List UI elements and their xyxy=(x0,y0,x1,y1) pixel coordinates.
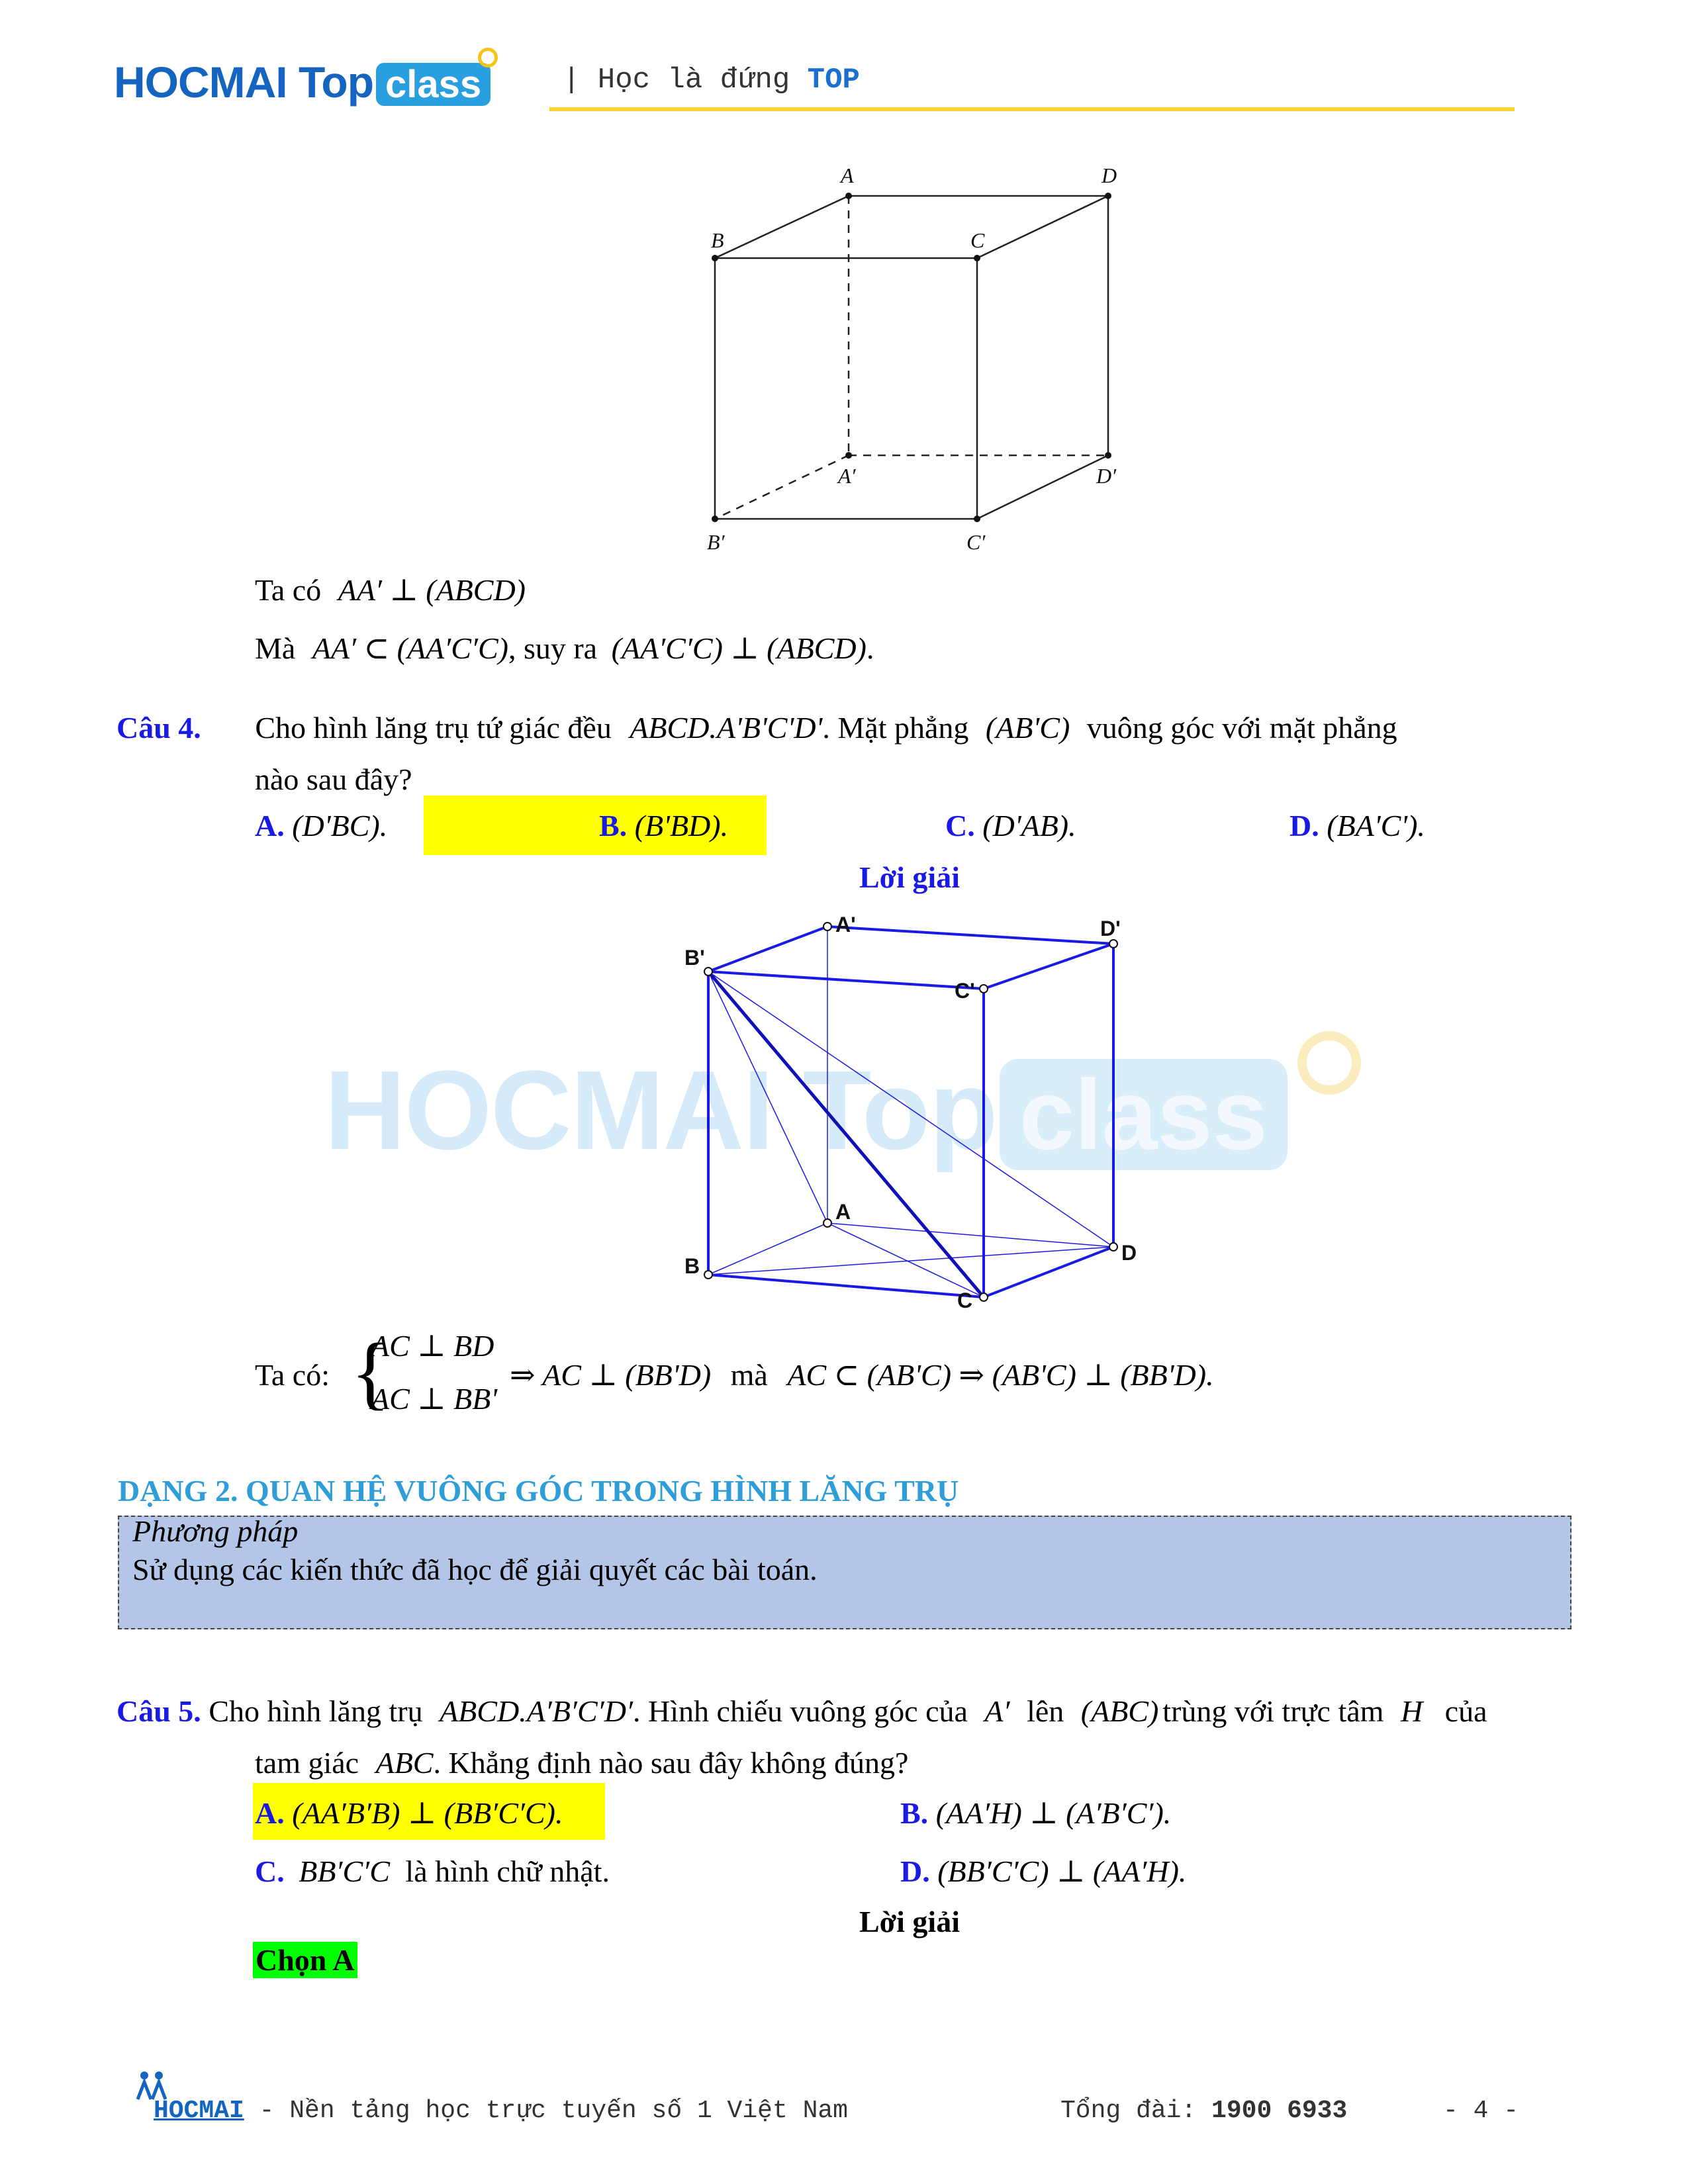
q5-option-b[interactable] xyxy=(900,1795,1171,1831)
logo-class-badge: class xyxy=(376,63,491,106)
math: A′ xyxy=(984,1694,1010,1728)
text: Ta có xyxy=(255,573,322,607)
q4-line1 xyxy=(117,709,1397,746)
option-letter: B. xyxy=(599,809,628,842)
text: mà xyxy=(730,1358,768,1392)
q5-line1 xyxy=(117,1693,1487,1729)
option-value: BB′C′C xyxy=(299,1854,390,1888)
math: AA′ ⊂ (AA′C′C) xyxy=(312,631,508,665)
text: tam giác xyxy=(255,1746,359,1780)
system-brace: { xyxy=(351,1327,391,1418)
system-line1: AC ⊥ BD xyxy=(371,1329,494,1363)
label-a: A xyxy=(841,163,854,187)
q4-solution-title: Lời giải xyxy=(859,860,960,894)
footer xyxy=(154,2097,848,2125)
cube-figure xyxy=(682,159,1145,563)
option-value: (AA′H) ⊥ (A′B′C′). xyxy=(935,1796,1172,1830)
q4-option-b[interactable] xyxy=(599,807,728,844)
text: Cho hình lăng trụ tứ giác đều xyxy=(255,711,612,745)
math: ABCD.A′B′C′D′ xyxy=(440,1694,633,1728)
logo: HOCMAI Top xyxy=(114,58,374,107)
text: trùng với trực tâm xyxy=(1162,1694,1384,1728)
q4-option-d[interactable] xyxy=(1289,807,1425,844)
label-c: C xyxy=(957,1289,973,1312)
math: ⇒ AC ⊥ (BB'D) xyxy=(510,1358,712,1392)
header-tagline xyxy=(563,64,860,97)
method-title: Phương pháp xyxy=(132,1514,299,1548)
q5-line2 xyxy=(255,1745,908,1781)
label-b: B xyxy=(684,1254,700,1278)
header-rule xyxy=(549,107,1515,111)
solution4-implication xyxy=(510,1357,1214,1393)
watermark-sun-icon xyxy=(1297,1031,1361,1095)
system-line2: AC ⊥ BB' xyxy=(371,1382,498,1416)
option-value: (AA′B′B) ⊥ (BB′C′C). xyxy=(292,1796,563,1830)
footer-brand[interactable]: HOCMAI xyxy=(154,2097,244,2125)
text: Mà xyxy=(255,631,296,665)
math: ABCD.A'B'C'D' xyxy=(630,711,823,745)
section-title: DẠNG 2. QUAN HỆ VUÔNG GÓC TRONG HÌNH LĂNG TRỤ xyxy=(118,1474,959,1508)
text: Cho hình lăng trụ xyxy=(209,1694,423,1728)
edge-ba xyxy=(715,196,849,258)
watermark-class: class xyxy=(1000,1059,1288,1170)
footer-hotline xyxy=(1060,2097,1347,2125)
option-value: (D'AB). xyxy=(982,809,1076,842)
option-letter: D. xyxy=(900,1854,930,1888)
watermark-text: HOCMAI Top xyxy=(324,1048,997,1173)
method-text: Sử dụng các kiến thức đã học để giải quyết các bài toán. xyxy=(132,1553,818,1586)
hotline-label: Tổng đài: xyxy=(1060,2097,1197,2125)
option-letter: B. xyxy=(900,1796,929,1830)
label-c-prime: C' xyxy=(955,979,975,1003)
text: của xyxy=(1444,1694,1487,1728)
question-label: Câu 5. xyxy=(117,1694,201,1728)
text: . Mặt phẳng xyxy=(822,711,969,745)
label-c-prime: C′ xyxy=(966,530,986,554)
label-a-prime: A′ xyxy=(838,464,856,488)
option-letter: A. xyxy=(255,1796,285,1830)
tagline-text: | Học là đứng xyxy=(563,64,790,97)
label-a: A xyxy=(835,1200,851,1224)
text: lên xyxy=(1027,1694,1064,1728)
label-c: C xyxy=(970,228,985,252)
text: , suy ra xyxy=(508,631,598,665)
solution3-line2 xyxy=(255,630,874,666)
label-a-prime: A' xyxy=(835,913,856,936)
option-suffix: là hình chữ nhật. xyxy=(405,1854,610,1888)
math: AA′ ⊥ (ABCD) xyxy=(338,573,526,607)
math: H xyxy=(1400,1694,1423,1728)
edge-cd-prime xyxy=(977,455,1108,519)
question-label: Câu 4. xyxy=(117,711,201,745)
hotline-number: 1900 6933 xyxy=(1211,2097,1348,2125)
label-d: D xyxy=(1102,163,1117,187)
edge-ab-hidden xyxy=(715,455,849,519)
solution3-line1 xyxy=(255,572,526,608)
q5-answer: Chọn A xyxy=(253,1942,357,1978)
option-value: (B'BD). xyxy=(634,809,729,842)
tagline-top: TOP xyxy=(807,64,860,97)
label-d-prime: D' xyxy=(1100,917,1121,940)
solution4-prefix: Ta có: xyxy=(255,1358,330,1392)
sun-icon xyxy=(478,48,498,68)
q4-option-c[interactable] xyxy=(945,807,1076,844)
math: ABC xyxy=(375,1746,434,1780)
text: vuông góc với mặt phẳng xyxy=(1086,711,1397,745)
option-value: (BA'C'). xyxy=(1327,809,1425,842)
q5-option-d[interactable] xyxy=(900,1853,1186,1889)
option-letter: C. xyxy=(945,809,975,842)
label-b-prime: B' xyxy=(684,946,705,970)
text: nào sau đây? xyxy=(255,762,412,796)
text: . xyxy=(866,631,874,665)
q5-solution-title: Lời giải xyxy=(859,1905,960,1938)
label-b-prime: B′ xyxy=(707,530,725,554)
q4-line2 xyxy=(255,761,412,797)
label-d: D xyxy=(1121,1241,1137,1265)
header xyxy=(114,57,491,107)
option-letter: D. xyxy=(1289,809,1319,842)
math: (ABC) xyxy=(1080,1694,1159,1728)
text: . Hình chiếu vuông góc của xyxy=(633,1694,968,1728)
math: AC ⊂ (AB'C) ⇒ (AB'C) ⊥ (BB'D). xyxy=(787,1358,1214,1392)
q5-option-a[interactable] xyxy=(255,1795,563,1831)
label-d-prime: D′ xyxy=(1096,464,1117,488)
option-letter: C. xyxy=(255,1854,285,1888)
footer-text: - Nền tảng học trực tuyến số 1 Việt Nam xyxy=(259,2097,848,2125)
edge-dc xyxy=(977,196,1108,258)
q5-option-c[interactable] xyxy=(255,1853,610,1889)
option-value: (BB′C′C) ⊥ (AA′H). xyxy=(937,1854,1187,1888)
q4-option-a[interactable] xyxy=(255,807,387,844)
text: . Khẳng định nào sau đây không đúng? xyxy=(433,1746,909,1780)
prism-figure xyxy=(675,907,1178,1324)
page-number: - 4 - xyxy=(1443,2097,1519,2125)
option-value: (D'BC). xyxy=(292,809,388,842)
math: (AA′C′C) ⊥ (ABCD) xyxy=(611,631,867,665)
label-b: B xyxy=(711,228,724,252)
option-letter: A. xyxy=(255,809,285,842)
math: (AB'C) xyxy=(985,711,1070,745)
